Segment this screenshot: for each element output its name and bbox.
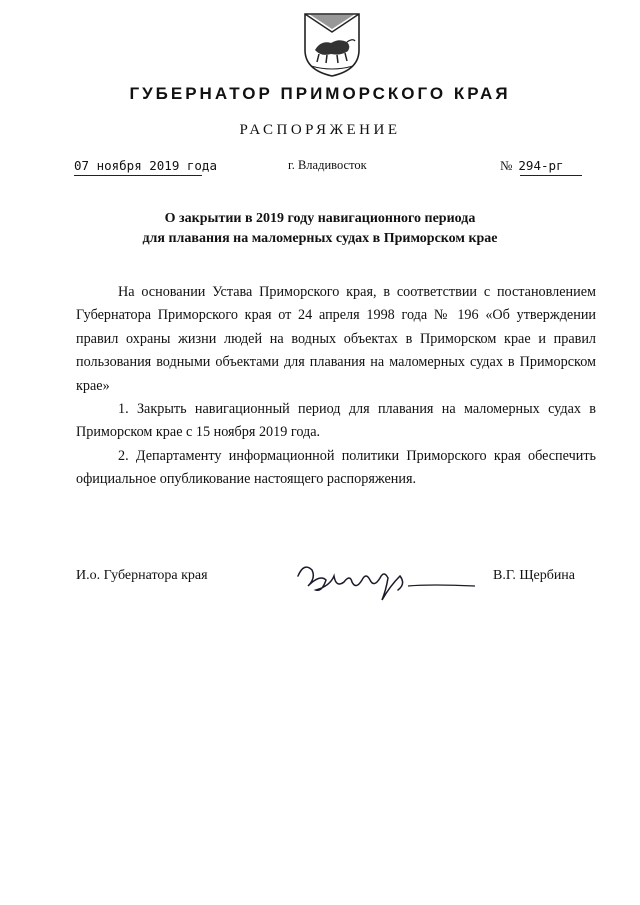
subject-line-2: для плавания на маломерных судах в Приморском крае	[142, 231, 498, 246]
signatory-name: В.Г. Щербина	[493, 568, 576, 583]
document-subject	[0, 209, 640, 249]
preamble-paragraph: На основании Устава Приморского края, в соответствии с постановлением Губернатора Приморского края от 24 апреля 1998 года № 196 «Об утверждении правил охраны жизни людей на водных объектах в Приморском крае и правил пользования водными объектами для плавания на маломерных судах в Приморском крае»	[76, 284, 596, 394]
governor-title: ГУБЕРНАТОР ПРИМОРСКОГО КРАЯ	[129, 84, 511, 103]
document-date	[74, 158, 217, 173]
number-label: №	[500, 158, 513, 173]
date-underline	[74, 175, 202, 176]
signatory-role: И.о. Губернатора края	[76, 568, 208, 583]
order-item-1: 1. Закрыть навигационный период для плавания на маломерных судах в Приморском крае с 15 ноября 2019 года.	[76, 401, 596, 441]
number-underline	[520, 175, 582, 176]
handwritten-signature	[290, 556, 480, 604]
document-body	[76, 281, 596, 492]
document-date-value: 07 ноября 2019 года	[74, 158, 217, 173]
document-type: РАСПОРЯЖЕНИЕ	[239, 122, 401, 138]
order-item-2: 2. Департаменту информационной политики Приморского края обеспечить официальное опубликование настоящего распоряжения.	[76, 447, 596, 488]
subject-line-1: О закрытии в 2019 году навигационного периода	[164, 211, 476, 226]
number-value: 294-рг	[518, 158, 564, 173]
document-city: г. Владивосток	[288, 158, 367, 172]
document-number	[500, 158, 564, 174]
coat-of-arms-icon	[301, 10, 363, 78]
